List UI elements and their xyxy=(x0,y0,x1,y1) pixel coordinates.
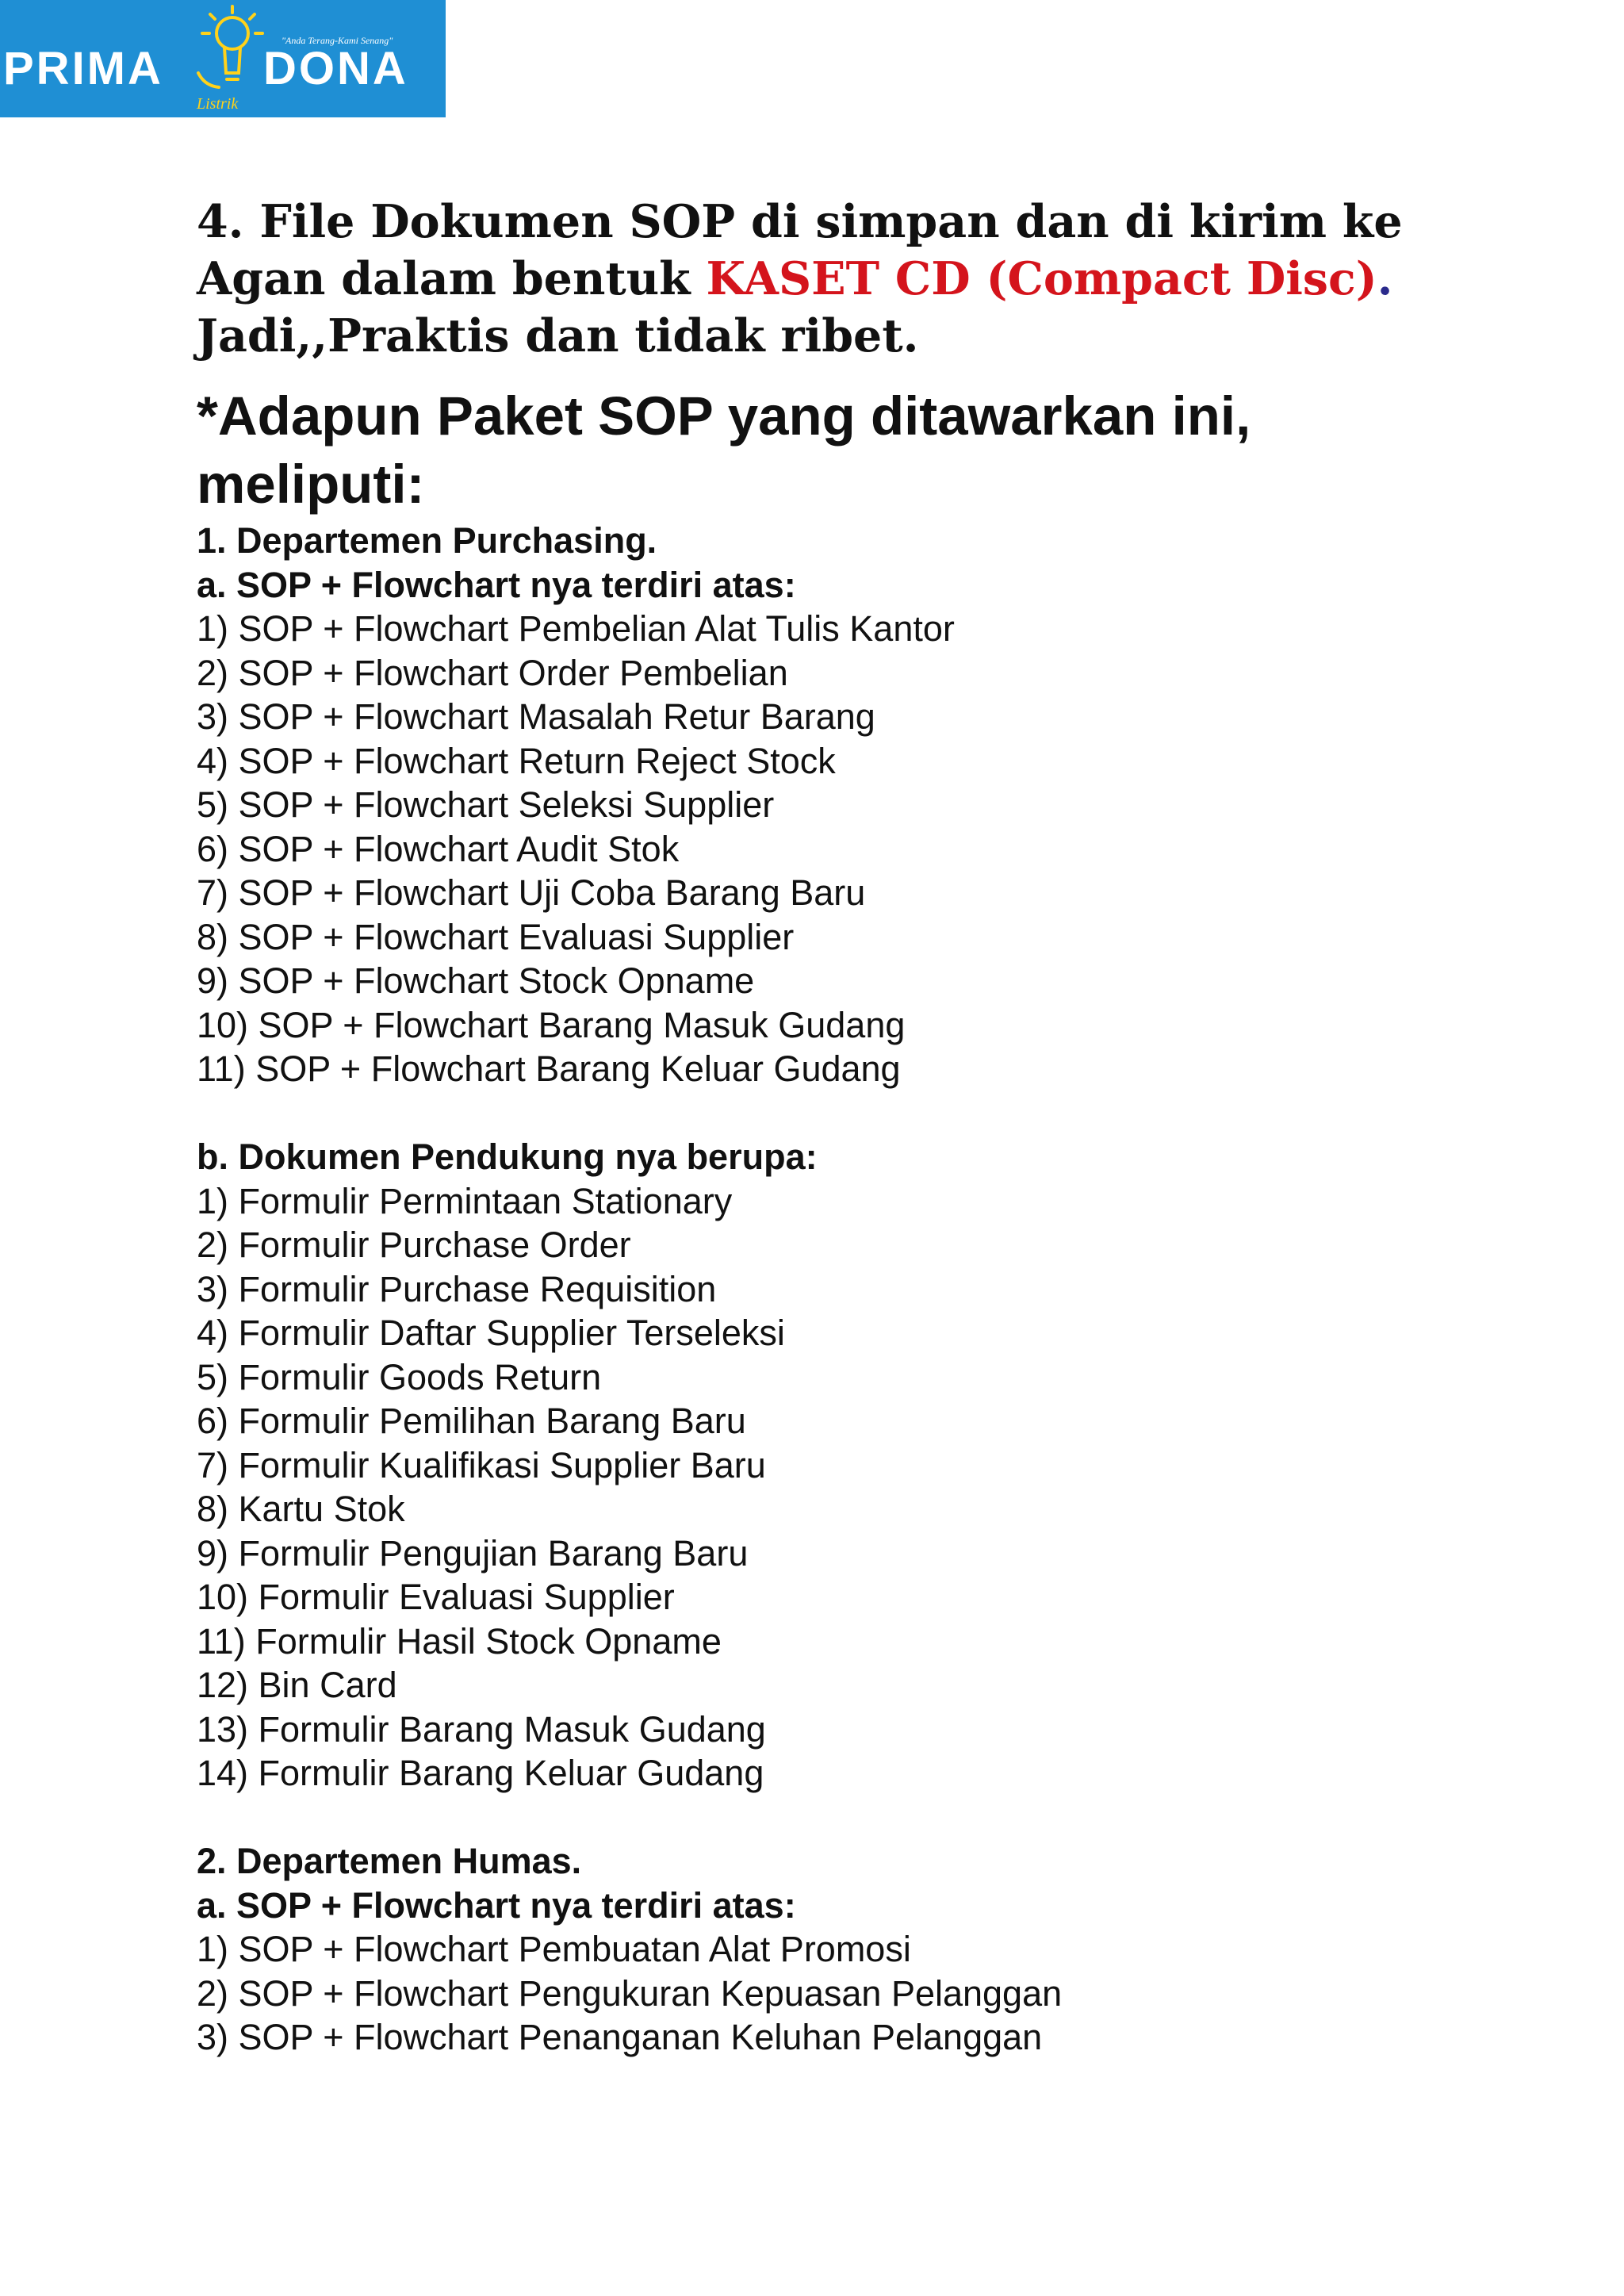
list-item: 6) SOP + Flowchart Audit Stok xyxy=(197,828,680,869)
package-list xyxy=(197,519,1465,2060)
group-title: a. SOP + Flowchart nya terdiri atas: xyxy=(197,1884,796,1926)
spacer xyxy=(197,1796,1465,1840)
list-item: 3) Formulir Purchase Requisition xyxy=(197,1268,717,1309)
logo-tagline: "Anda Terang-Kami Senang" xyxy=(282,35,393,46)
section-title: 2. Departemen Humas. xyxy=(197,1841,582,1881)
list-item: 8) SOP + Flowchart Evaluasi Supplier xyxy=(197,916,795,957)
list-item: 9) Formulir Pengujian Barang Baru xyxy=(197,1532,749,1573)
list-item: 10) Formulir Evaluasi Supplier xyxy=(197,1577,675,1617)
list-item: 4) Formulir Daftar Supplier Terseleksi xyxy=(197,1313,785,1353)
intro-text: 4. File Dokumen SOP di simpan dan di kirim ke Agan dalam bentuk xyxy=(197,195,1403,305)
document-content xyxy=(197,194,1465,2060)
section-title: 1. Departemen Purchasing. xyxy=(197,520,657,561)
list-item: 8) Kartu Stok xyxy=(197,1489,405,1529)
logo-word-left: PRIMA xyxy=(3,43,163,94)
intro-dot: . xyxy=(1377,252,1393,305)
list-item: 3) SOP + Flowchart Penanganan Keluhan Pelanggan xyxy=(197,2017,1043,2057)
logo-subtitle: Listrik xyxy=(197,95,239,113)
spacer xyxy=(197,1091,1465,1136)
list-item: 4) SOP + Flowchart Return Reject Stock xyxy=(197,740,836,781)
company-logo xyxy=(0,0,446,117)
group-title: b. Dokumen Pendukung nya berupa: xyxy=(197,1137,818,1177)
logo-word-right: DONA xyxy=(263,43,408,94)
intro-text-2: Jadi,,Praktis dan tidak ribet. xyxy=(197,309,919,362)
list-item: 9) SOP + Flowchart Stock Opname xyxy=(197,960,755,1001)
list-item: 1) SOP + Flowchart Pembelian Alat Tulis Kantor xyxy=(197,608,955,649)
list-item: 3) SOP + Flowchart Masalah Retur Barang xyxy=(197,696,875,737)
list-item: 11) Formulir Hasil Stock Opname xyxy=(197,1620,722,1662)
list-item: 2) SOP + Flowchart Order Pembelian xyxy=(197,652,788,693)
list-item: 1) Formulir Permintaan Stationary xyxy=(197,1180,733,1221)
package-heading: *Adapun Paket SOP yang ditawarkan ini, meliputi: xyxy=(197,385,1251,515)
list-item: 2) Formulir Purchase Order xyxy=(197,1225,631,1265)
list-item: 12) Bin Card xyxy=(197,1665,397,1705)
group-title: a. SOP + Flowchart nya terdiri atas: xyxy=(197,564,796,605)
list-item: 7) SOP + Flowchart Uji Coba Barang Baru xyxy=(197,872,866,913)
list-item: 7) Formulir Kualifikasi Supplier Baru xyxy=(197,1444,766,1485)
list-item: 2) SOP + Flowchart Pengukuran Kepuasan Pelanggan xyxy=(197,1972,1063,2014)
list-item: 1) SOP + Flowchart Pembuatan Alat Promosi xyxy=(197,1929,911,1969)
list-item: 6) Formulir Pemilihan Barang Baru xyxy=(197,1401,746,1441)
list-item: 11) SOP + Flowchart Barang Keluar Gudang xyxy=(197,1048,901,1089)
list-item: 5) SOP + Flowchart Seleksi Supplier xyxy=(197,784,775,825)
list-item: 5) Formulir Goods Return xyxy=(197,1356,602,1397)
list-item: 13) Formulir Barang Masuk Gudang xyxy=(197,1708,766,1750)
list-item: 14) Formulir Barang Keluar Gudang xyxy=(197,1753,764,1793)
list-item: 10) SOP + Flowchart Barang Masuk Gudang xyxy=(197,1004,906,1045)
intro-paragraph xyxy=(197,194,1465,365)
intro-highlight: KASET CD (Compact Disc) xyxy=(706,252,1377,305)
